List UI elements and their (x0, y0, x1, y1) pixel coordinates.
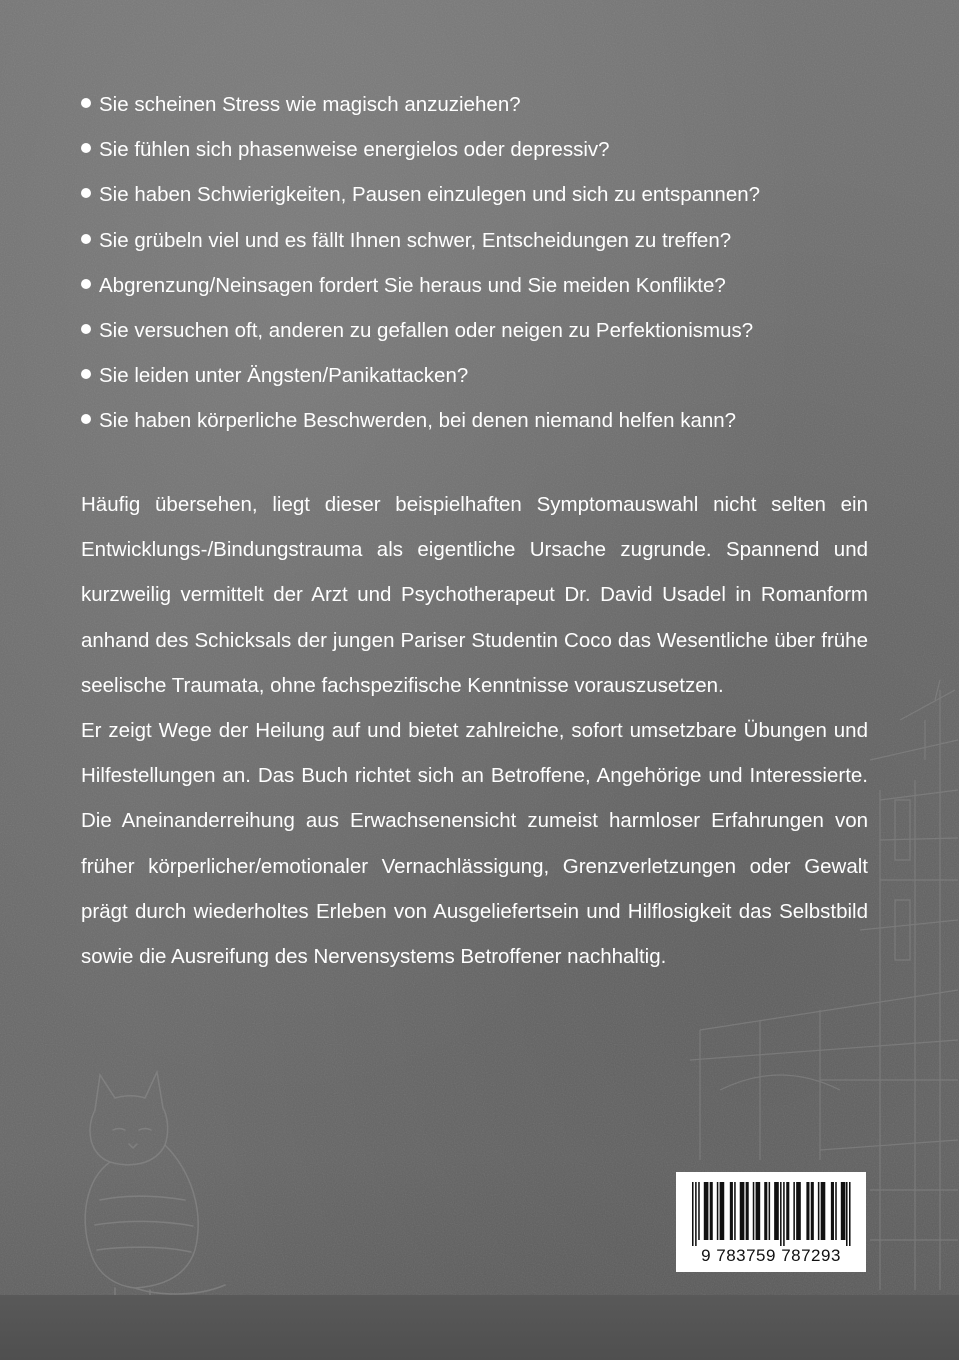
symptom-item (81, 308, 881, 353)
bullet-icon (81, 143, 91, 153)
blurb-paragraph-1: Häufig übersehen, liegt dieser beispielhaften Symptomauswahl nicht selten ein Entwicklungs-/Bindungstrauma als eigentliche Ursache zugrunde. Spannend und kurzweilig vermittelt der Arzt und Psychotherapeut Dr. David Usadel in Romanform anhand des Schicksals der jungen Pariser Studentin Coco das Wesentliche über frühe seelische Traumata, ohne fachspezifische Kenntnisse vorauszusetzen. (81, 493, 868, 697)
blurb-paragraph-2: Er zeigt Wege der Heilung auf und bietet zahlreiche, sofort umsetzbare Übungen und Hilfestellungen an. Das Buch richtet sich an Betroffene, Angehörige und Interessierte. Die Aneinanderreihung aus Erwachsenensicht zumeist harmloser Erfahrungen von früher körperlicher/emotionaler Vernachlässigung, Grenzverletzungen oder Gewalt prägt durch wiederholtes Erleben von Ausgeliefertsein und Hilflosigkeit das Selbstbild sowie die Ausreifung des Nervensystems Betroffener nachhaltig. (81, 719, 868, 969)
barcode-bar (698, 1182, 700, 1240)
barcode-bar (740, 1182, 745, 1240)
barcode-bars (690, 1182, 852, 1246)
symptom-item (81, 127, 881, 172)
bullet-icon (81, 369, 91, 379)
bullet-icon (81, 279, 91, 289)
barcode-bar (710, 1182, 713, 1240)
bottom-band (0, 1295, 959, 1360)
bullet-icon (81, 98, 91, 108)
symptom-text: Sie haben Schwierigkeiten, Pausen einzulegen und sich zu entspannen? (99, 183, 761, 207)
barcode-bar (774, 1182, 779, 1240)
barcode-bar (806, 1182, 809, 1240)
barcode-bar (793, 1182, 795, 1240)
barcode-bar (846, 1182, 848, 1246)
barcode-bar (783, 1182, 785, 1246)
barcode-bar (717, 1182, 719, 1240)
barcode-bar (734, 1182, 736, 1240)
barcode-bar (756, 1182, 761, 1240)
barcode-bar (780, 1182, 782, 1246)
symptom-list (81, 82, 881, 444)
barcode-bar (818, 1182, 820, 1240)
symptom-text: Sie haben körperliche Beschwerden, bei denen niemand helfen kann? (99, 409, 737, 433)
symptom-item (81, 82, 881, 127)
barcode-bar (720, 1182, 725, 1240)
barcode-bar (841, 1182, 846, 1240)
symptom-text: Sie grübeln viel und es fällt Ihnen schwer, Entscheidungen zu treffen? (99, 228, 732, 252)
barcode-bar (753, 1182, 755, 1240)
barcode-bar (746, 1182, 749, 1240)
barcode-bar (769, 1182, 771, 1240)
barcode-bar (764, 1182, 767, 1240)
symptom-text: Abgrenzung/Neinsagen fordert Sie heraus und Sie meiden Konflikte? (99, 273, 726, 297)
barcode-bar (695, 1182, 697, 1246)
symptom-text: Sie leiden unter Ängsten/Panikattacken? (99, 364, 469, 388)
bullet-icon (81, 414, 91, 424)
symptom-item (81, 398, 881, 443)
bullet-icon (81, 188, 91, 198)
barcode-bar (704, 1182, 709, 1240)
symptom-item (81, 218, 881, 263)
barcode-bar (849, 1182, 851, 1246)
symptom-item (81, 353, 881, 398)
barcode-bar (821, 1182, 826, 1240)
barcode-bar (831, 1182, 834, 1240)
barcode-bar (811, 1182, 814, 1240)
symptom-item (81, 263, 881, 308)
isbn-digits: 9 783759 787293 (701, 1246, 841, 1265)
symptom-text: Sie fühlen sich phasenweise energielos oder depressiv? (99, 138, 610, 162)
barcode-bar (730, 1182, 733, 1240)
barcode-bar (692, 1182, 694, 1246)
symptom-text: Sie scheinen Stress wie magisch anzuziehen? (99, 93, 521, 116)
isbn-barcode (676, 1172, 866, 1272)
barcode-bar (796, 1182, 801, 1240)
symptom-item (81, 172, 881, 217)
bullet-icon (81, 234, 91, 244)
bullet-icon (81, 324, 91, 334)
barcode-bar (786, 1182, 789, 1240)
blurb (81, 482, 868, 979)
barcode-bar (835, 1182, 837, 1240)
symptom-text: Sie versuchen oft, anderen zu gefallen oder neigen zu Perfektionismus? (99, 318, 754, 342)
